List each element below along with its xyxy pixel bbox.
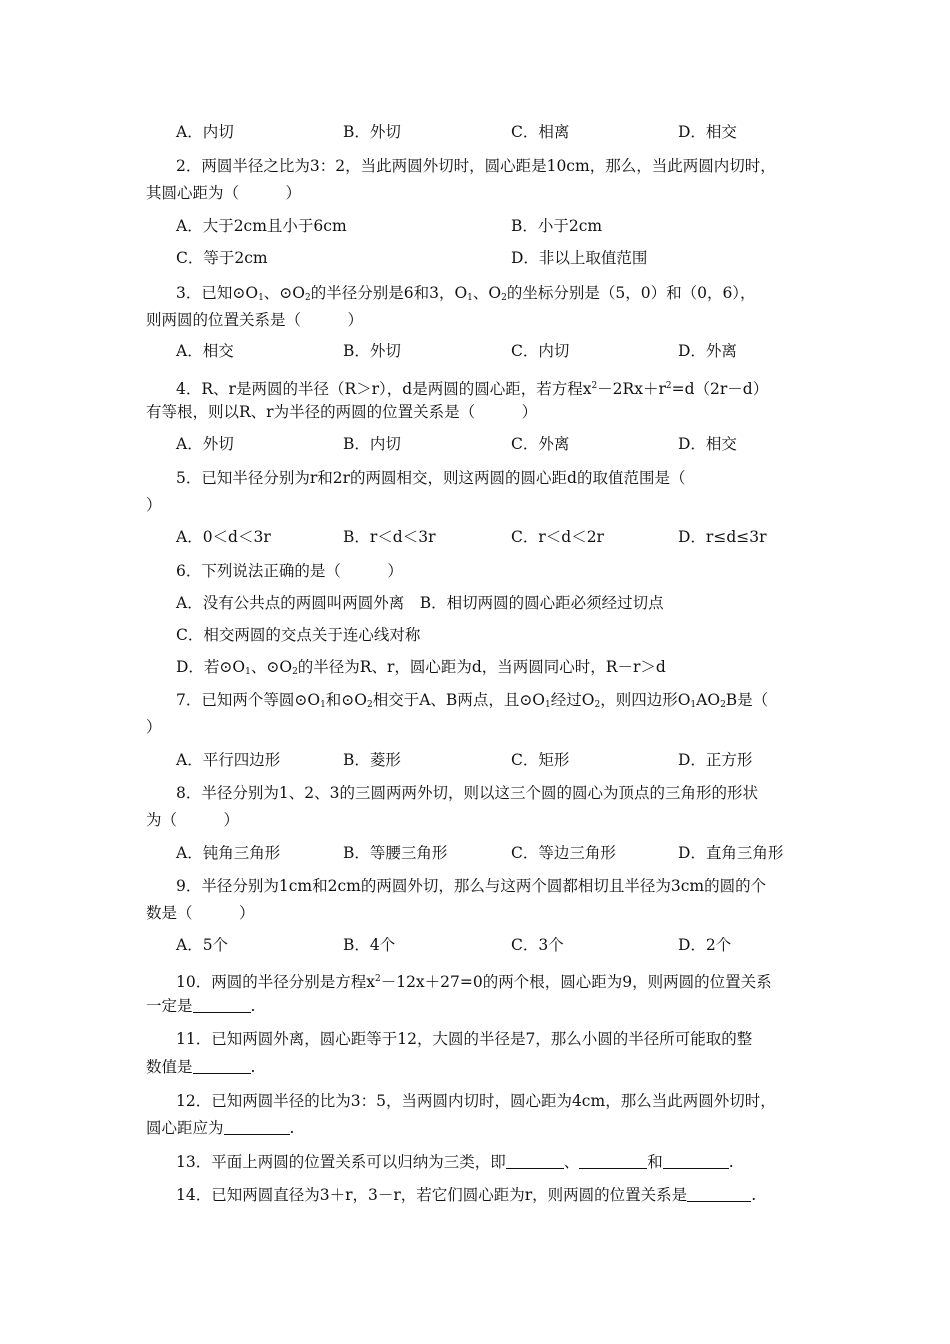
- q8-stem-line1: 8．半径分别为1、2、3的三圆两两外切，则以这三个圆的圆心为顶点的三角形的形状: [176, 784, 758, 802]
- q5-option-b: B．r＜d＜3r: [343, 528, 436, 546]
- q2-option-c: C．等于2cm: [176, 249, 268, 267]
- q13-stem: 13．平面上两圆的位置关系可以归纳为三类，即 、 和 .: [176, 1153, 734, 1171]
- q3-option-a: A．相交: [176, 342, 234, 360]
- q1-option-a: A．内切: [176, 123, 234, 141]
- q6-stem: 6．下列说法正确的是（ ）: [176, 562, 403, 580]
- q1-option-c: C．相离: [511, 123, 570, 141]
- q3-option-b: B．外切: [343, 342, 401, 360]
- q11-answer-blank: [193, 1059, 251, 1074]
- q7-stem-line1: 7．已知两个等圆$⊙O_1$和$⊙O_2$相交于A、B两点，且$⊙O_1$经过$O_2$，则四边形$O_1AO_2B$是（: [176, 691, 769, 710]
- q12-stem-line2: 圆心距应为 .: [146, 1119, 295, 1137]
- q9-stem-line1: 9．半径分别为1cm和2cm的两圆外切，那么与这两个圆都相切且半径为3cm的圆的个: [176, 877, 767, 895]
- q8-option-b: B．等腰三角形: [343, 844, 448, 862]
- q5-option-c: C．r＜d＜2r: [511, 528, 604, 546]
- q3-stem-line2: 则两圆的位置关系是（ ）: [146, 311, 364, 329]
- q2-option-b: B．小于2cm: [511, 217, 603, 235]
- q4-option-b: B．内切: [343, 435, 401, 453]
- q9-option-a: A．5个: [176, 936, 229, 954]
- q5-option-a: A．0＜d＜3r: [176, 528, 271, 546]
- q13-answer-blank-1: [506, 1154, 564, 1169]
- q4-option-a: A．外切: [176, 435, 234, 453]
- q4-stem-line2: 有等根，则以R、r为半径的两圆的位置关系是（ ）: [146, 403, 538, 421]
- q6-options-ab: A．没有公共点的两圆叫两圆外离 B．相切两圆的圆心距必须经过切点: [176, 594, 664, 612]
- q11-stem-line1: 11．已知两圆外离，圆心距等于12，大圆的半径是7，那么小圆的半径所可能取的整: [176, 1030, 753, 1048]
- q10-stem-line2: 一定是 .: [146, 997, 256, 1015]
- q9-option-c: C．3个: [511, 936, 564, 954]
- q4-option-c: C．外离: [511, 435, 570, 453]
- q12-answer-blank: [224, 1120, 290, 1135]
- q8-option-d: D．直角三角形: [678, 844, 784, 862]
- q2-stem-line2: 其圆心距为（ ）: [146, 184, 302, 202]
- q7-option-c: C．矩形: [511, 751, 570, 769]
- q6-option-c: C．相交两圆的交点关于连心线对称: [176, 626, 421, 644]
- q5-stem-line2: ）: [146, 496, 162, 514]
- q7-option-a: A．平行四边形: [176, 751, 281, 769]
- q9-stem-line2: 数是（ ）: [146, 904, 255, 922]
- q8-option-c: C．等边三角形: [511, 844, 616, 862]
- q5-stem-line1: 5．已知半径分别为r和2r的两圆相交，则这两圆的圆心距d的取值范围是（: [176, 469, 686, 487]
- q7-stem-line2: ）: [146, 718, 162, 736]
- q1-option-b: B．外切: [343, 123, 401, 141]
- q7-option-d: D．正方形: [678, 751, 753, 769]
- q8-stem-line2: 为（ ）: [146, 811, 240, 829]
- q9-option-d: D．2个: [678, 936, 732, 954]
- q2-option-d: D．非以上取值范围: [511, 249, 648, 267]
- q8-option-a: A．钝角三角形: [176, 844, 281, 862]
- q11-stem-line2: 数值是 .: [146, 1058, 256, 1076]
- q13-answer-blank-3: [663, 1154, 729, 1169]
- q2-stem-line1: 2．两圆半径之比为3：2，当此两圆外切时，圆心距是10cm，那么，当此两圆内切时，: [176, 157, 776, 175]
- q4-option-d: D．相交: [678, 435, 737, 453]
- q4-stem-line1: 4．R、r是两圆的半径（R＞r），d是两圆的圆心距，若方程$x^2-2Rx+r^2=d(2r-d)$: [176, 380, 769, 398]
- q1-option-d: D．相交: [678, 123, 737, 141]
- q10-stem-line1: 10．两圆的半径分别是方程$x^2-12x+27=0$的两个根，圆心距为9，则两圆的位置关系: [176, 973, 772, 991]
- q3-option-c: C．内切: [511, 342, 570, 360]
- q9-option-b: B．4个: [343, 936, 396, 954]
- q6-option-d: D．若$⊙O_1$、$⊙O_2$的半径为R、r，圆心距为d，当两圆同心时，R－r＞d: [176, 658, 666, 677]
- q3-stem-line1: 3．已知$⊙O_1$、$⊙O_2$的半径分别是6和3，$O_1$、$O_2$的坐标分别是（5，0）和（0，6），: [176, 284, 756, 303]
- q2-option-a: A．大于2cm且小于6cm: [176, 217, 347, 235]
- q12-stem-line1: 12．已知两圆半径的比为3：5，当两圆内切时，圆心距为4cm，那么当此两圆外切时，: [176, 1092, 776, 1110]
- q5-option-d: D．r≤d≤3r: [678, 528, 767, 546]
- q13-answer-blank-2: [579, 1154, 647, 1169]
- q10-answer-blank: [193, 998, 251, 1013]
- q14-stem: 14．已知两圆直径为3＋r，3－r，若它们圆心距为r，则两圆的位置关系是 .: [176, 1186, 757, 1204]
- q3-option-d: D．外离: [678, 342, 737, 360]
- q7-option-b: B．菱形: [343, 751, 401, 769]
- q14-answer-blank: [687, 1187, 751, 1202]
